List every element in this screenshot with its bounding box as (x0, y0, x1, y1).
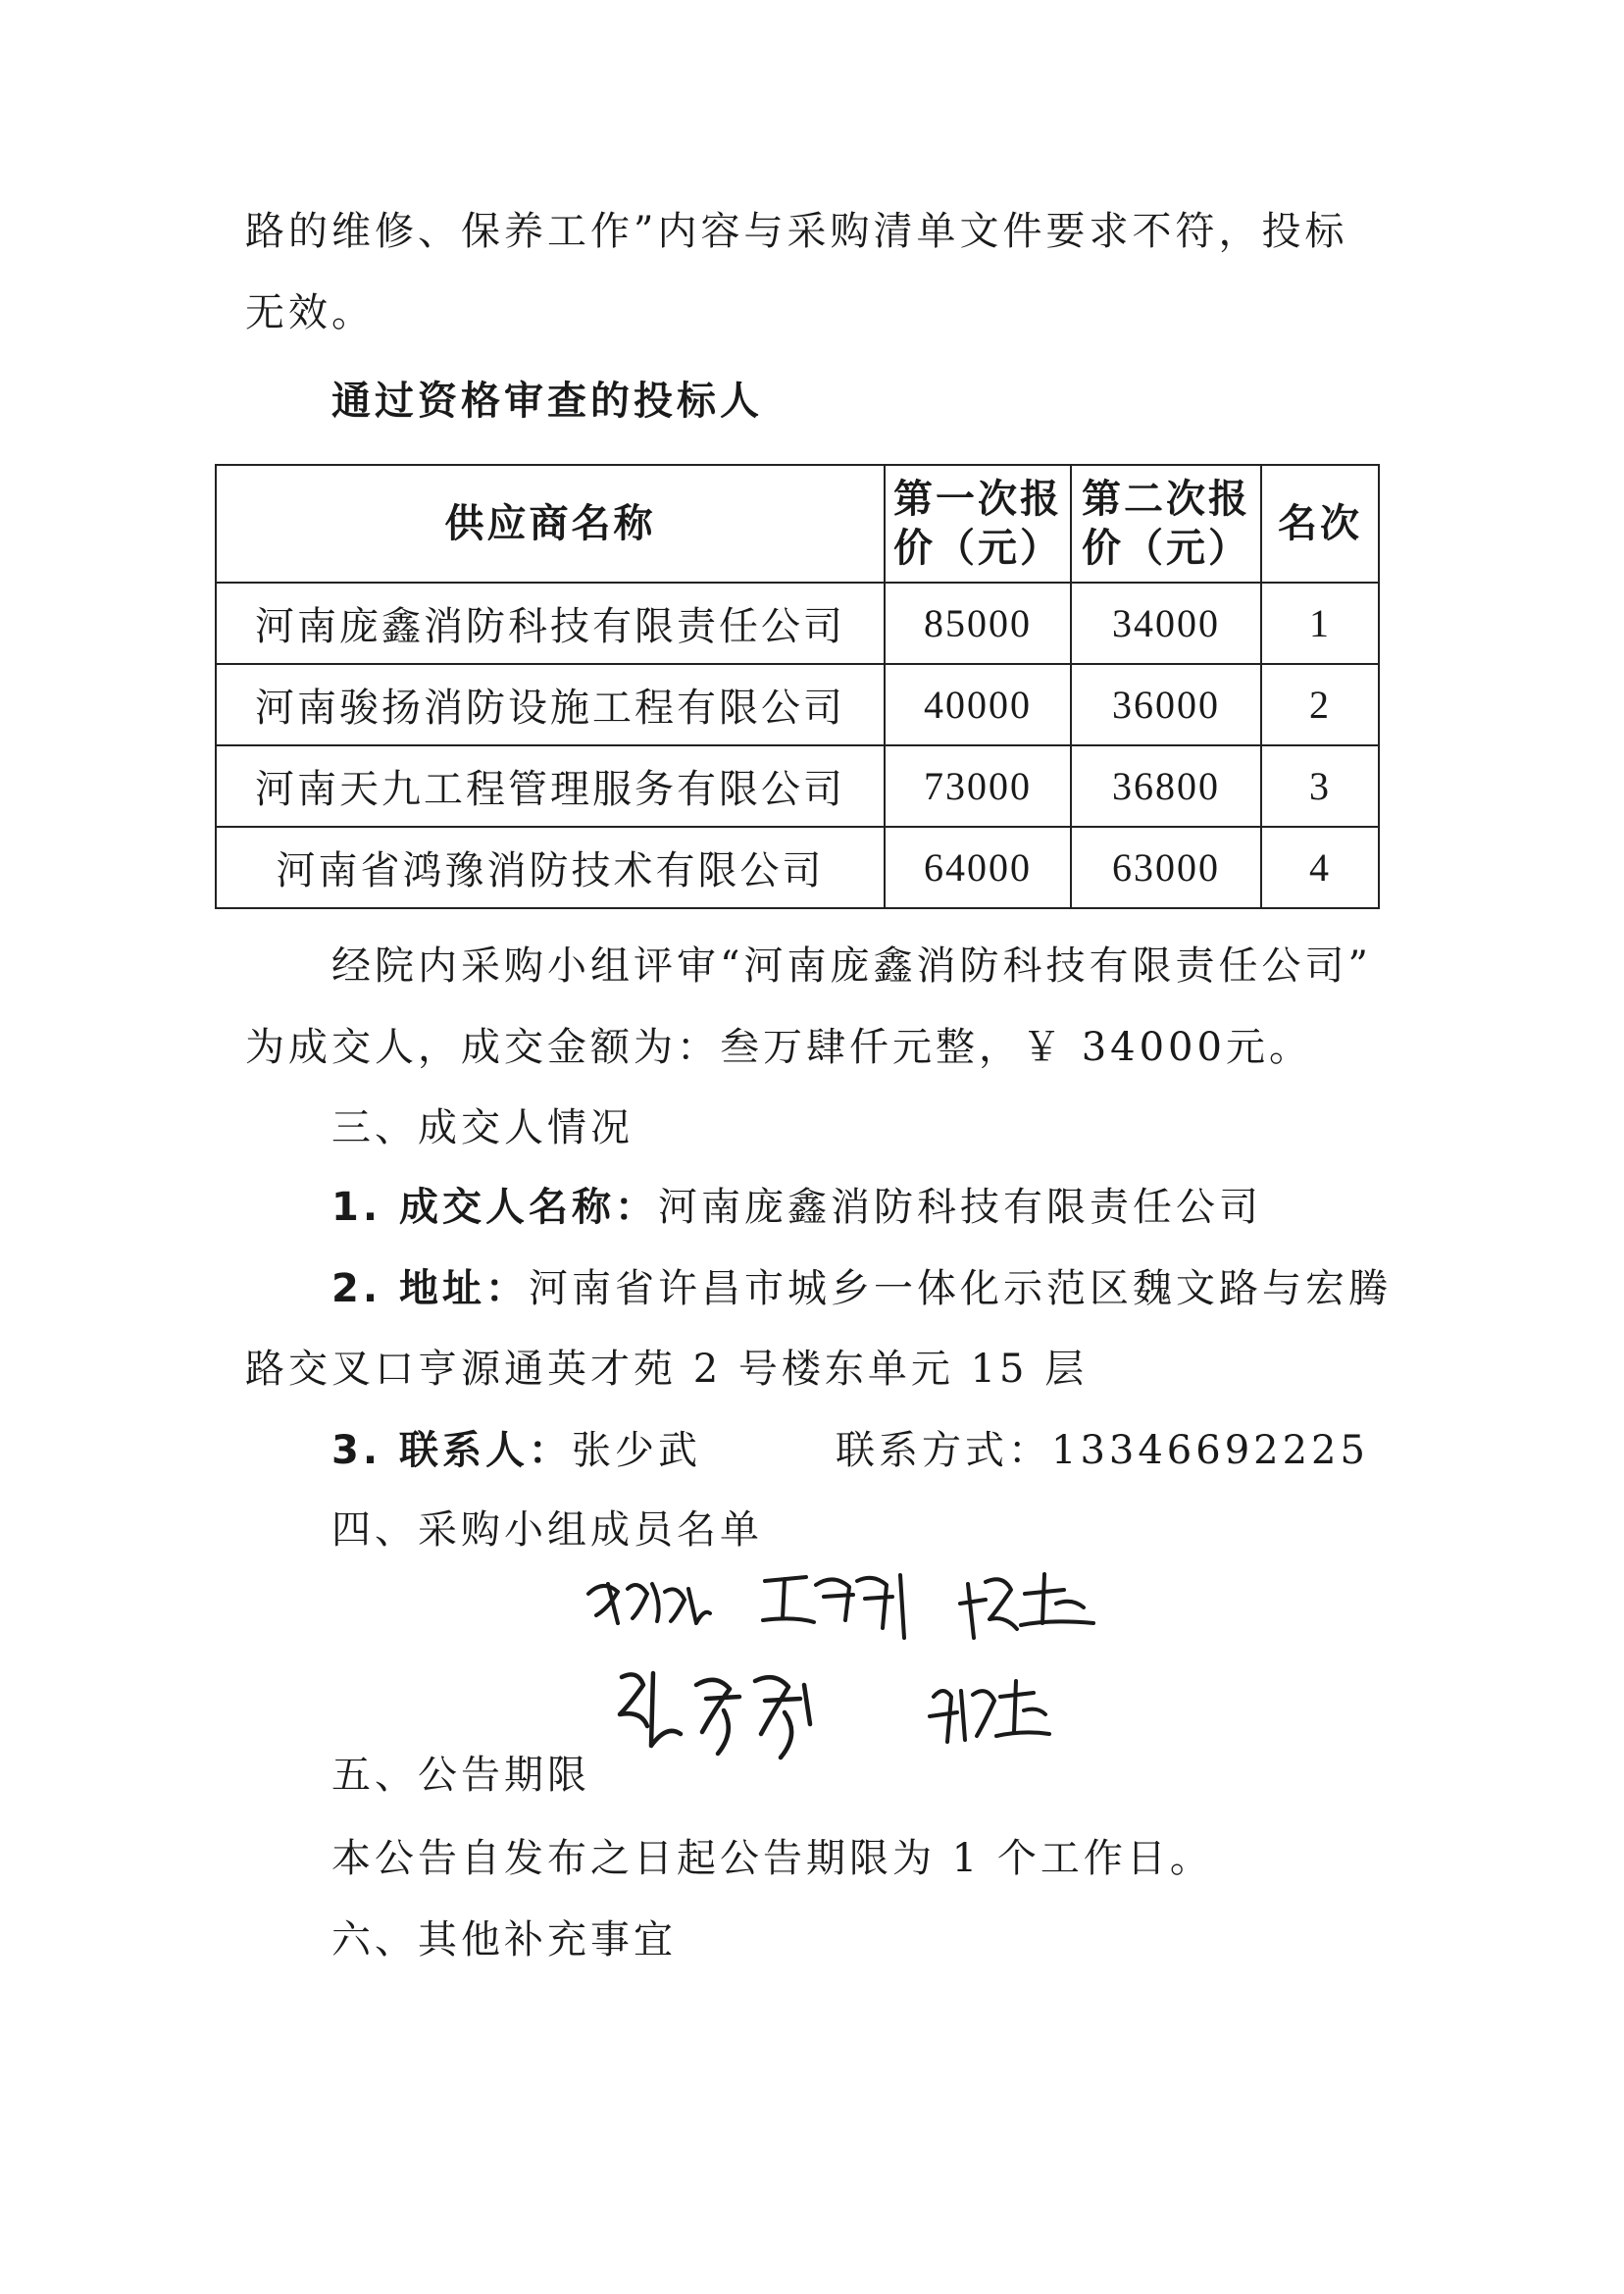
signature-1 (579, 1564, 716, 1643)
cell-second-quote: 34000 (1071, 583, 1261, 664)
cell-rank: 4 (1261, 827, 1379, 908)
signature-3 (956, 1564, 1103, 1648)
cell-rank: 2 (1261, 664, 1379, 745)
address-label: 2. 地址： (331, 1266, 529, 1311)
signature-2 (755, 1559, 922, 1648)
address-value-line-2: 路交叉口亨源通英才苑 2 号楼东单元 15 层 (245, 1347, 1089, 1392)
section-3-title: 三、成交人情况 (331, 1105, 634, 1150)
cell-rank: 1 (1261, 583, 1379, 664)
table-row (216, 827, 1379, 908)
cell-supplier: 河南庞鑫消防科技有限责任公司 (216, 583, 885, 664)
phone-value: 13346692225 (1051, 1428, 1369, 1473)
table-header-row (216, 465, 1379, 583)
phone-label: 联系方式： (836, 1428, 1051, 1473)
table-heading: 通过资格审查的投标人 (331, 379, 763, 424)
intro-line-2: 无效。 (245, 290, 375, 335)
table-row (216, 745, 1379, 827)
section-5-body: 本公告自发布之日起公告期限为 1 个工作日。 (331, 1836, 1213, 1881)
cell-supplier: 河南骏扬消防设施工程有限公司 (216, 664, 885, 745)
contact-value: 张少武 (571, 1428, 701, 1473)
header-second-quote: 第二次报 价（元） (1071, 465, 1261, 583)
bidders-table (215, 464, 1380, 909)
section-4-title: 四、采购小组成员名单 (331, 1507, 763, 1553)
cell-first-quote: 85000 (885, 583, 1071, 664)
cell-second-quote: 36000 (1071, 664, 1261, 745)
header-rank: 名次 (1261, 465, 1379, 583)
cell-second-quote: 36800 (1071, 745, 1261, 827)
cell-supplier: 河南省鸿豫消防技术有限公司 (216, 827, 885, 908)
result-line-1: 经院内采购小组评审“河南庞鑫消防科技有限责任公司” (331, 943, 1372, 989)
winner-name-row (331, 1184, 1262, 1231)
signature-5 (922, 1667, 1059, 1756)
phone-row (836, 1427, 1369, 1474)
contact-row (331, 1427, 701, 1474)
cell-supplier: 河南天九工程管理服务有限公司 (216, 745, 885, 827)
result-line-2: 为成交人，成交金额为：叁万肆仟元整，￥ 34000元。 (245, 1025, 1312, 1070)
address-row (331, 1265, 1392, 1312)
section-5-title: 五、公告期限 (331, 1753, 590, 1798)
table-row (216, 664, 1379, 745)
winner-name-value: 河南庞鑫消防科技有限责任公司 (657, 1185, 1262, 1230)
intro-line-1: 路的维修、保养工作”内容与采购清单文件要求不符，投标 (245, 209, 1348, 254)
cell-second-quote: 63000 (1071, 827, 1261, 908)
header-supplier: 供应商名称 (216, 465, 885, 583)
contact-label: 3. 联系人： (331, 1428, 572, 1473)
cell-first-quote: 73000 (885, 745, 1071, 827)
cell-rank: 3 (1261, 745, 1379, 827)
table-row (216, 583, 1379, 664)
header-first-quote: 第一次报 价（元） (885, 465, 1071, 583)
section-6-title: 六、其他补充事宜 (331, 1917, 677, 1963)
cell-first-quote: 64000 (885, 827, 1071, 908)
cell-first-quote: 40000 (885, 664, 1071, 745)
winner-name-label: 1. 成交人名称： (331, 1185, 658, 1230)
signature-4 (608, 1656, 834, 1763)
address-value-line-1: 河南省许昌市城乡一体化示范区魏文路与宏腾 (528, 1266, 1392, 1311)
